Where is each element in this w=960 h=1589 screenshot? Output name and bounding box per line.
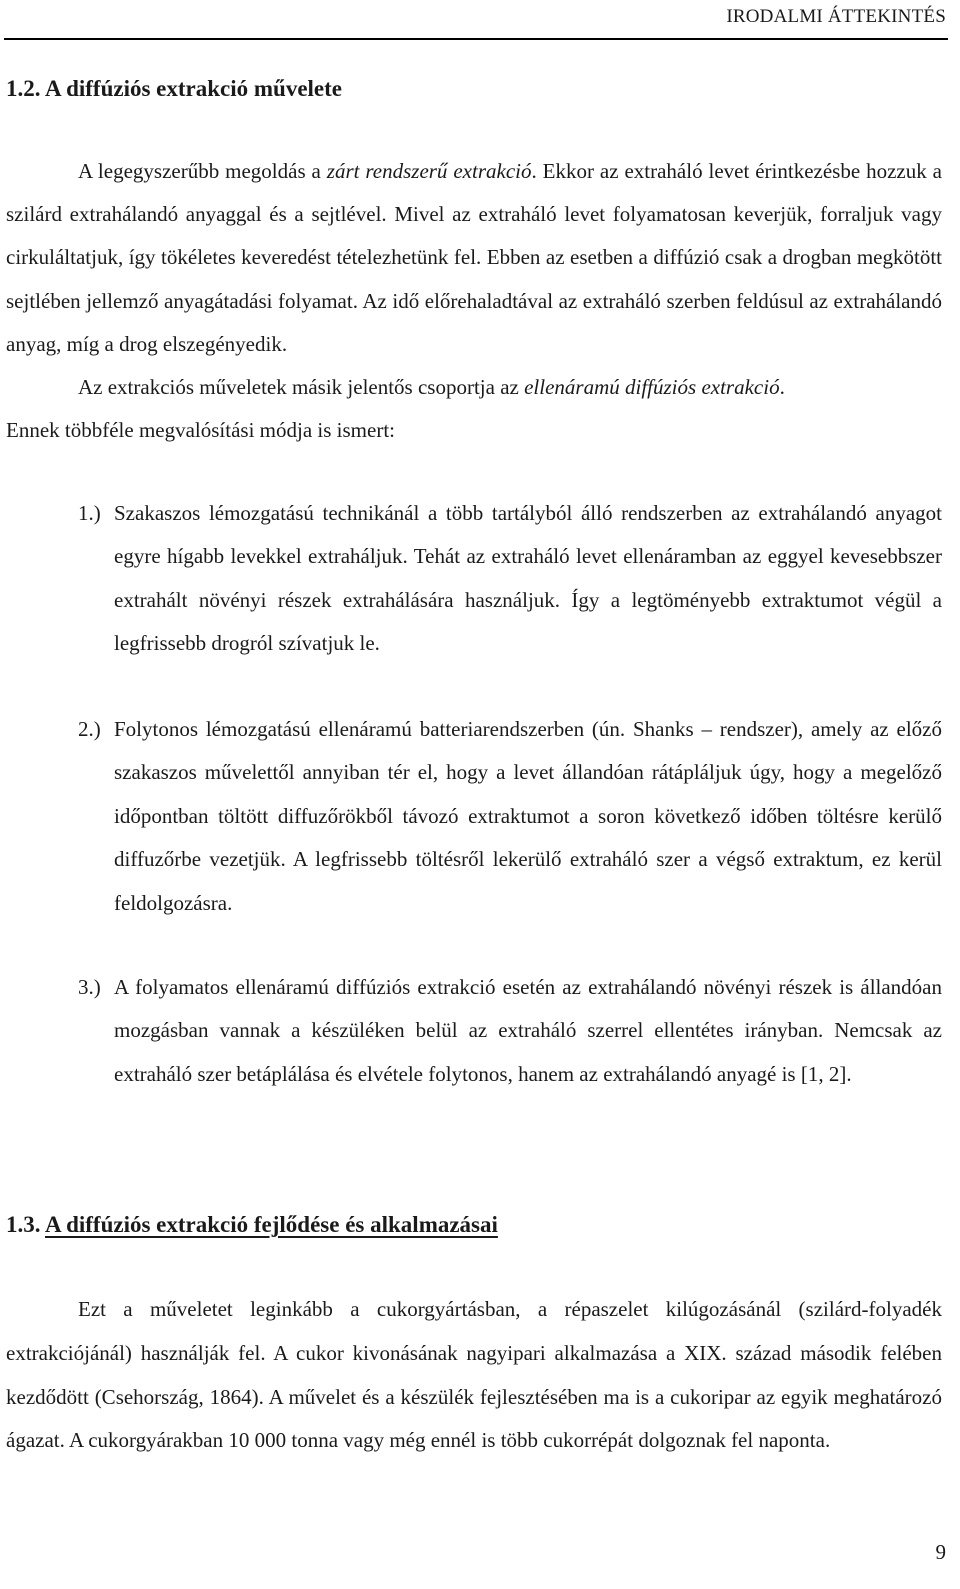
page-number: 9 [935,1540,946,1564]
section-heading-1-3 [6,1212,498,1238]
numbered-list-item [6,708,942,925]
section-1-3-body [6,1288,942,1463]
paragraph: Ezt a műveletet leginkább a cukorgyártásban, a répaszelet kilúgozásánál (szilárd-folyadék extrakciójánál) használják fel. A cukor kivonásának nagyipari alkalmazása a XIX. század második felében kezdődött (Csehország, 1864). A művelet és a készülék fejlesztésében ma is a cukoripar az egyik meghatározó ágazat. A cukorgyárakban 10 000 tonna vagy még ennél is több cukorrépát dolgoznak fel naponta. [6,1297,942,1453]
paragraph: Ennek többféle megvalósítási módja is ismert: [6,418,396,443]
section-number: 1.2. [6,76,41,101]
paragraph [6,366,942,409]
section-heading-1-2 [6,76,342,102]
paragraph-text: . [779,375,785,400]
paragraph [6,150,942,366]
numbered-list-item [6,966,942,1096]
running-head: IRODALMI ÁTTEKINTÉS [726,6,946,27]
paragraph-text: Az extrakciós műveletek másik jelentős csoportja az [78,375,525,400]
list-item-text: Szakaszos lémozgatású technikánál a több tartályból álló rendszerben az extrahálandó anyagot egyre hígabb levekkel extraháljuk. Tehát az extraháló levet ellenáramban az eggyel kevesebbszer extrahált növényi részek extrahálására használjuk. Így a legtöményebb extraktumot végül a legfrissebb drogról szívatjuk le. [114,501,942,656]
paragraph-text: A legegyszerűbb megoldás a [78,159,327,183]
list-item-text: Folytonos lémozgatású ellenáramú batteriarendszerben (ún. Shanks – rendszer), amely az előző szakaszos művelettől annyiban tér el, hogy a levet állandóan rátápláljuk úgy, hogy a megelőző időpontban töltött diffuzőrökből távozó extraktumot a soron következő időben töltésre kerülő diffuzőrbe vezetjük. A legfrissebb töltésről lekerülő extraháló szer a végső extraktum, ez kerül feldolgozásra. [114,717,942,915]
list-number: 1.) [78,501,101,525]
header-rule [4,38,948,40]
list-number: 3.) [78,975,101,999]
section-number: 1.3. [6,1212,41,1237]
list-number: 2.) [78,717,101,741]
section-title: A diffúziós extrakció művelete [44,76,343,101]
paragraph-text: . Ekkor az extraháló levet érintkezésbe hozzuk a szilárd extrahálandó anyaggal és a sejtlével. Mivel az extraháló levet folyamatosan keverjük, forraljuk vagy cirkuláltatjuk, így tökéletes keveredést tételezhetünk fel. Ebben az esetben a diffúzió csak a drogban megkötött sejtlében jellemző anyagátadási folyamat. Az idő előrehaladtával az extraháló szerben feldúsul az extrahálandó anyag, míg a drog elszegényedik. [6,159,942,356]
numbered-list-item [6,492,942,666]
section-1-2-body [6,150,942,452]
emphasis: zárt rendszerű extrakció [326,159,532,183]
section-title: A diffúziós extrakció fejlődése és alkalmazásai [44,1212,498,1237]
list-item-text: A folyamatos ellenáramú diffúziós extrakció esetén az extrahálandó növényi részek is állandóan mozgásban vannak a készüléken belül az extraháló szerrel ellentétes irányban. Nemcsak az extraháló szer betáplálása és elvétele folytonos, hanem az extrahálandó anyagé is [1, 2]. [114,975,942,1086]
emphasis: ellenáramú diffúziós extrakció [524,375,780,400]
